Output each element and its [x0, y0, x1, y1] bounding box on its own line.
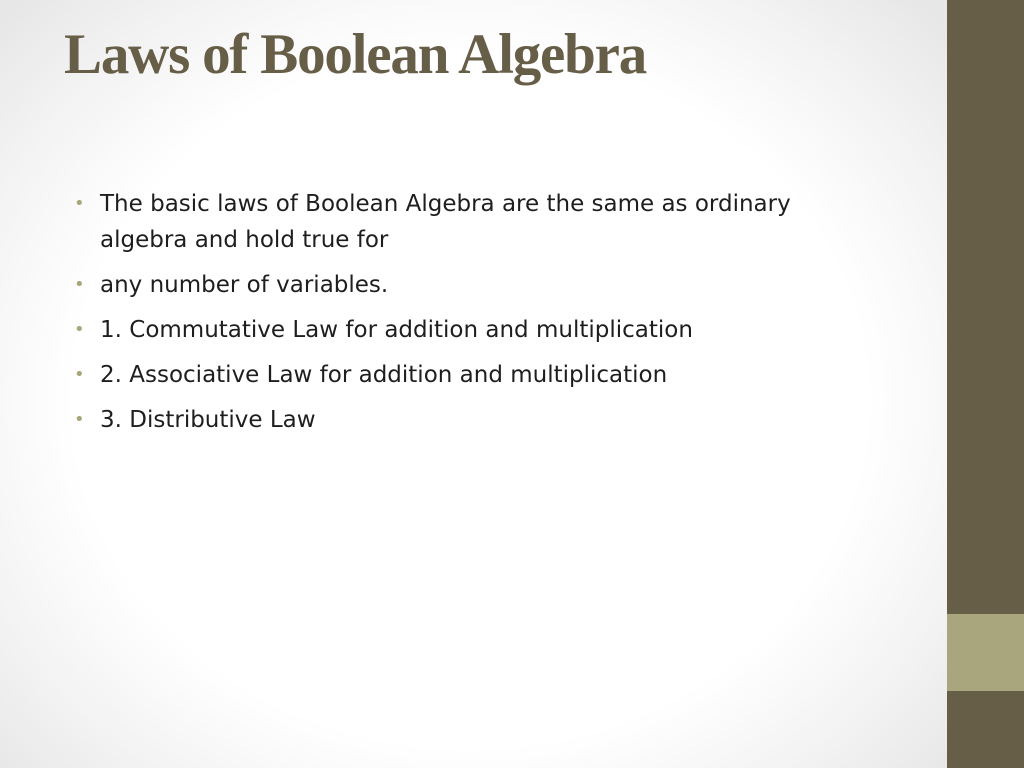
bullet-text: 3. Distributive Law — [100, 407, 316, 433]
bullet-item — [72, 186, 872, 258]
bullet-list — [72, 186, 872, 447]
bullet-icon: • — [74, 193, 85, 214]
bullet-item — [72, 357, 872, 393]
bullet-item — [72, 312, 872, 348]
side-decor-accent — [947, 614, 1024, 691]
bullet-text: 2. Associative Law for addition and multiplication — [100, 362, 668, 388]
bullet-text: The basic laws of Boolean Algebra are the same as ordinary algebra and hold true for — [100, 191, 791, 253]
bullet-item — [72, 267, 872, 303]
bullet-text: 1. Commutative Law for addition and multiplication — [100, 317, 693, 343]
bullet-icon: • — [74, 364, 85, 385]
bullet-icon: • — [74, 274, 85, 295]
bullet-icon: • — [74, 319, 85, 340]
bullet-icon: • — [74, 409, 85, 430]
slide-title: Laws of Boolean Algebra — [64, 23, 647, 86]
bullet-item — [72, 402, 872, 438]
bullet-text: any number of variables. — [100, 272, 389, 298]
